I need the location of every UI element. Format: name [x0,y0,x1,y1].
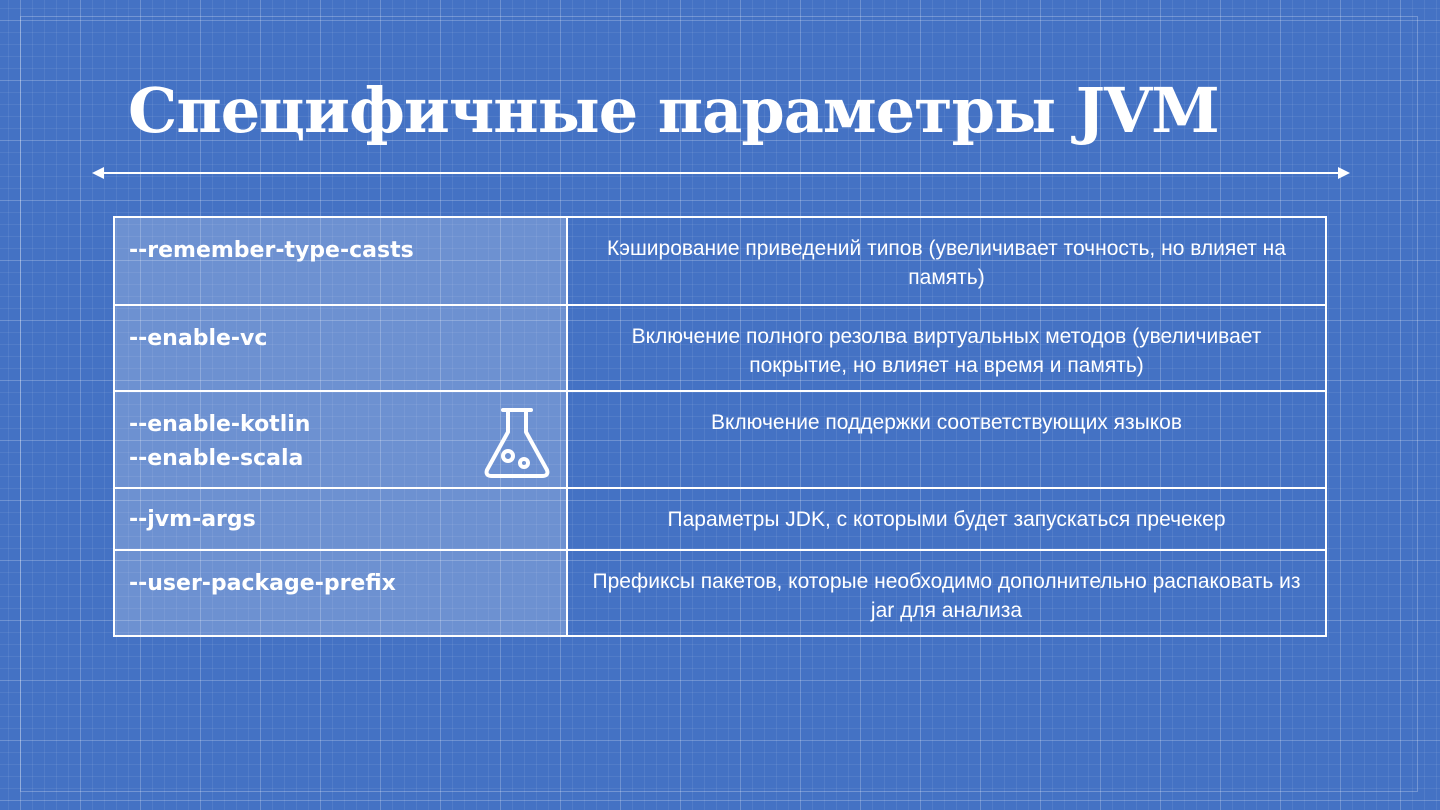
jvm-params-table [113,216,1327,637]
param-description: Включение полного резолва виртуальных методов (увеличивает покрытие, но влияет на время и память) [567,305,1326,391]
double-arrow-divider [92,164,1350,182]
param-name: --jvm-args [129,507,256,532]
param-name: --enable-kotlin [129,412,311,437]
param-description: Префиксы пакетов, которые необходимо дополнительно распаковать из jar для анализа [567,550,1326,636]
param-description: Кэширование приведений типов (увеличивает точность, но влияет на память) [567,217,1326,305]
param-name: --remember-type-casts [129,238,414,263]
param-cell [114,550,567,636]
param-name: --enable-vc [129,326,268,351]
param-cell [114,305,567,391]
table-row [114,305,1326,391]
table-row [114,488,1326,550]
param-name: --enable-scala [129,446,304,471]
param-cell [114,391,567,488]
param-cell [114,217,567,305]
table-row [114,217,1326,305]
flask-icon [482,406,552,480]
param-description: Включение поддержки соответствующих языков [567,391,1326,488]
param-cell [114,488,567,550]
table-row [114,550,1326,636]
param-name: --user-package-prefix [129,571,396,596]
table-row [114,391,1326,488]
slide-title: Специфичные параметры JVM [128,74,1219,147]
param-description: Параметры JDK, с которыми будет запускаться пречекер [567,488,1326,550]
